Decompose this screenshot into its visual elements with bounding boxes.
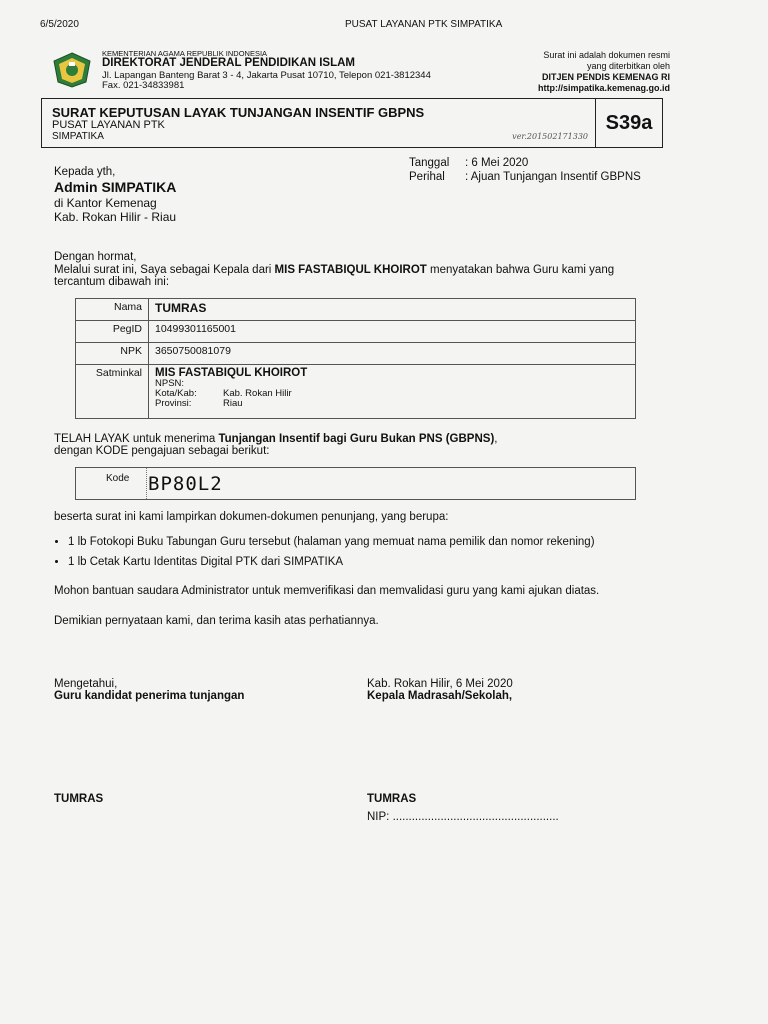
kota-value: Kab. Rokan Hilir	[223, 388, 292, 399]
date-label: Tanggal	[409, 157, 450, 169]
kemenag-logo	[52, 52, 92, 88]
intro-line	[54, 264, 614, 276]
sign-left-intro: Mengetahui,	[54, 678, 118, 690]
npk-label: NPK	[76, 343, 149, 365]
pegid-label: PegID	[76, 321, 149, 343]
eligibility-text: TELAH LAYAK untuk menerima	[54, 433, 219, 445]
subject-value: : Ajuan Tunjangan Insentif GBPNS	[465, 171, 641, 183]
notice-url: http://simpatika.kemenag.go.id	[537, 83, 670, 93]
document-code: S39a	[595, 99, 662, 147]
table-row	[76, 365, 636, 419]
nip-dots: ....................................................	[392, 811, 559, 823]
notice-line: Surat ini adalah dokumen resmi	[543, 50, 670, 60]
recipient-name: Admin SIMPATIKA	[54, 179, 177, 195]
table-row	[76, 299, 636, 321]
pegid-value: 10499301165001	[149, 321, 636, 343]
attachments-list	[52, 536, 595, 576]
intro-text: Melalui surat ini, Saya sebagai Kepala dari	[54, 264, 275, 276]
intro-line-2: tercantum dibawah ini:	[54, 276, 170, 288]
intro-text: menyatakan bahwa Guru kami yang	[426, 264, 615, 276]
nip-line	[367, 811, 559, 823]
notice-issuer: DITJEN PENDIS KEMENAG RI	[541, 72, 670, 82]
sign-left-name: TUMRAS	[54, 793, 104, 805]
eligibility-line-2: dengan KODE pengajuan sebagai berikut:	[54, 445, 270, 457]
official-notice	[470, 50, 670, 94]
document-subtitle: PUSAT LAYANAN PTK	[52, 119, 165, 131]
recipient-greeting: Kepada yth,	[54, 166, 116, 178]
kode-label: Kode	[106, 473, 130, 484]
sign-left-role: Guru kandidat penerima tunjangan	[54, 690, 245, 702]
list-item: • 1 lb Cetak Kartu Identitas Digital PTK dari SIMPATIKA	[68, 556, 595, 568]
date-value: : 6 Mei 2020	[465, 157, 529, 169]
teacher-info-table	[75, 298, 636, 419]
provinsi-label: Provinsi:	[155, 398, 192, 409]
document-title-box	[41, 98, 663, 148]
closing-thanks: Demikian pernyataan kami, dan terima kasih atas perhatiannya.	[54, 615, 379, 627]
document-title: SURAT KEPUTUSAN LAYAK TUNJANGAN INSENTIF GBPNS	[52, 105, 425, 120]
salutation: Dengan hormat,	[54, 251, 137, 263]
sign-right-role: Kepala Madrasah/Sekolah,	[367, 690, 513, 702]
subject-label: Perihal	[409, 171, 445, 183]
table-row	[76, 321, 636, 343]
provinsi-value: Riau	[223, 398, 243, 409]
satminkal-cell	[149, 365, 636, 419]
recipient-office: di Kantor Kemenag	[54, 196, 157, 210]
nama-label: Nama	[76, 299, 149, 321]
kode-box	[75, 467, 636, 500]
intro-school-name: MIS FASTABIQUL KHOIROT	[274, 264, 427, 276]
kota-label: Kota/Kab:	[155, 388, 197, 399]
directorate-address: Jl. Lapangan Banteng Barat 3 - 4, Jakarta Pusat 10710, Telepon 021-3812344	[102, 70, 431, 81]
table-row	[76, 343, 636, 365]
directorate-fax: Fax. 021-34833981	[102, 80, 185, 91]
sign-right-place-date: Kab. Rokan Hilir, 6 Mei 2020	[367, 678, 513, 690]
list-item: • 1 lb Fotokopi Buku Tabungan Guru tersebut (halaman yang memuat nama pemilik dan nomor rekening)	[68, 536, 595, 548]
notice-line: yang diterbitkan oleh	[586, 61, 670, 71]
npsn-label: NPSN:	[155, 378, 185, 389]
print-title: PUSAT LAYANAN PTK SIMPATIKA	[345, 19, 503, 30]
nip-label: NIP:	[367, 811, 393, 823]
document-version: ver.201502171330	[512, 132, 588, 141]
npk-value: 3650750081079	[149, 343, 636, 365]
document-subtitle-2: SIMPATIKA	[52, 131, 104, 142]
ministry-name: KEMENTERIAN AGAMA REPUBLIK INDONESIA	[102, 49, 268, 58]
eligibility-line	[54, 433, 498, 445]
directorate-name: DIREKTORAT JENDERAL PENDIDIKAN ISLAM	[102, 57, 356, 69]
closing-request: Mohon bantuan saudara Administrator untuk memverifikasi dan memvalidasi guru yang kami ajukan diatas.	[54, 585, 600, 597]
nama-value: TUMRAS	[149, 299, 636, 321]
sign-right-name: TUMRAS	[367, 793, 417, 805]
eligibility-program: Tunjangan Insentif bagi Guru Bukan PNS (GBPNS)	[218, 433, 495, 445]
recipient-region: Kab. Rokan Hilir - Riau	[54, 210, 177, 224]
kode-value: BP80L2	[148, 473, 223, 495]
satminkal-label: Satminkal	[76, 365, 149, 419]
eligibility-text: ,	[494, 433, 498, 445]
print-date: 6/5/2020	[40, 19, 79, 30]
attachments-intro: beserta surat ini kami lampirkan dokumen-dokumen penunjang, yang berupa:	[54, 511, 449, 523]
satminkal-value: MIS FASTABIQUL KHOIROT	[155, 367, 308, 379]
